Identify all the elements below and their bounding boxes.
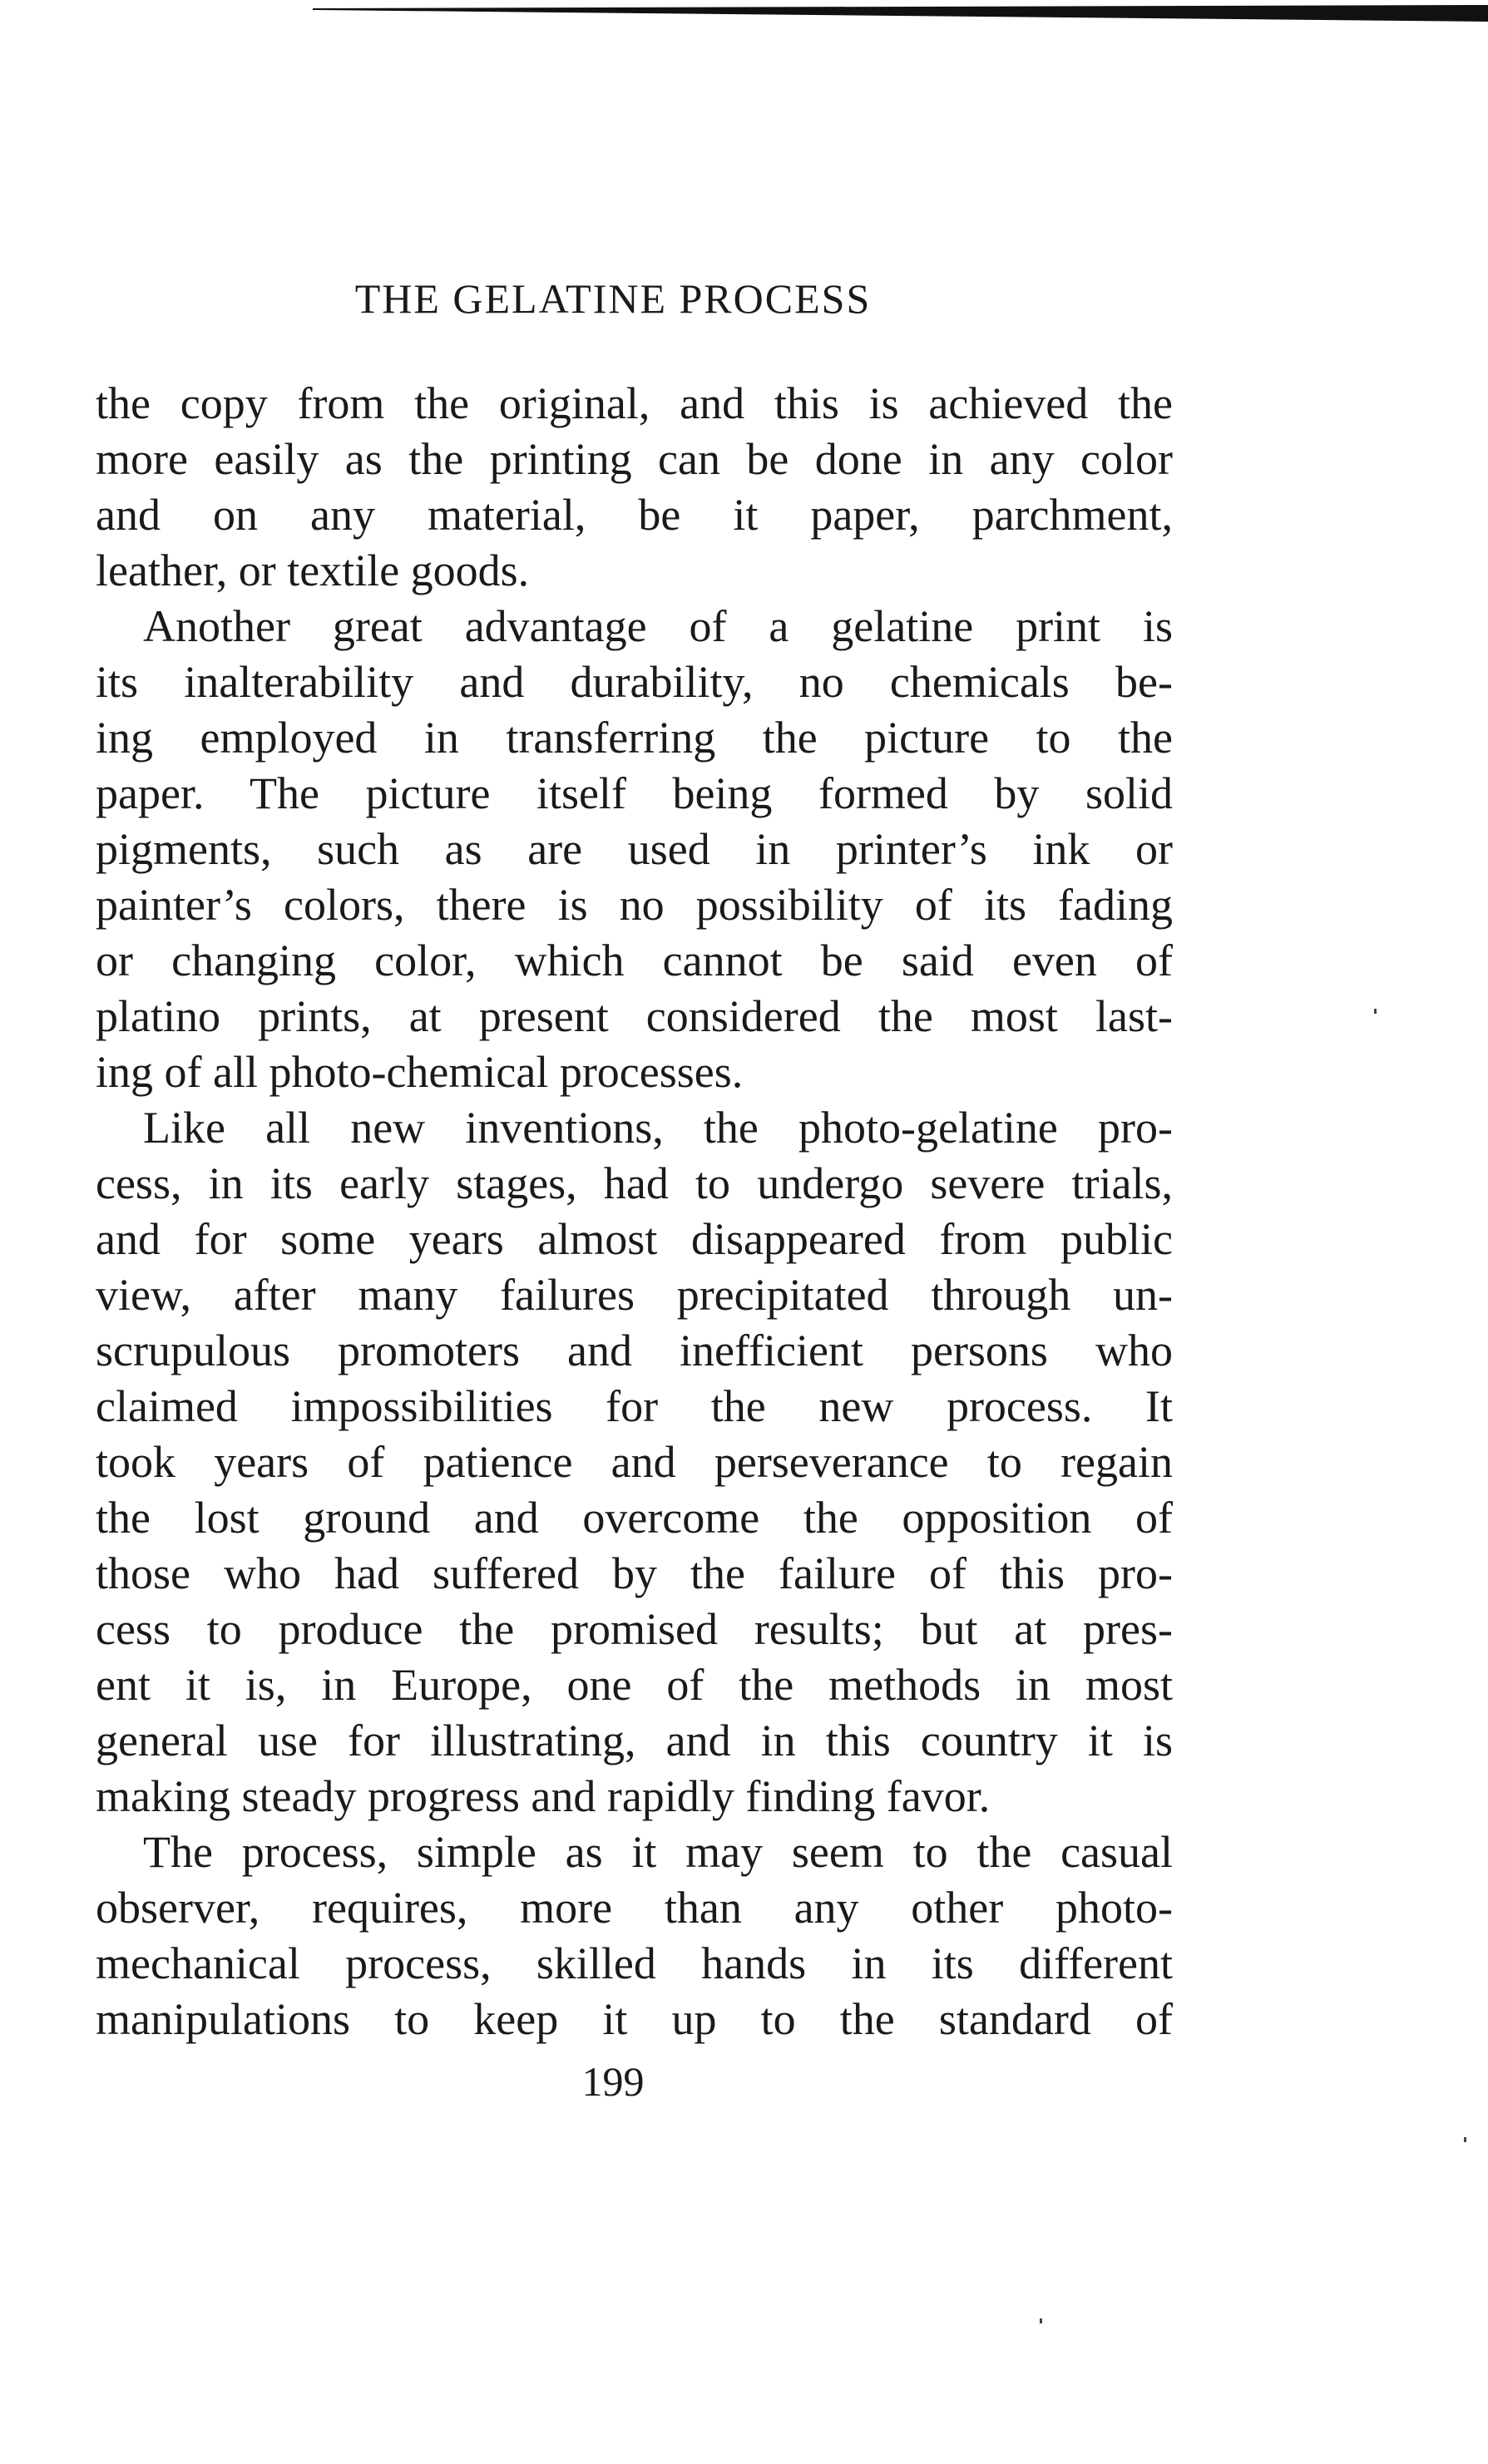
text-line: manipulations to keep it up to the standard of — [96, 1994, 1173, 2044]
text-line: cess, in its early stages, had to undergo severe trials, — [96, 1158, 1173, 1208]
running-header: THE GELATINE PROCESS — [354, 275, 872, 322]
text-line: general use for illustrating, and in this country it is — [96, 1716, 1173, 1765]
text-line: ing of all photo-chemical processes. — [96, 1047, 744, 1097]
text-line: and on any material, be it paper, parchment, — [96, 490, 1173, 540]
text-line: pigments, such as are used in printer’s ink or — [96, 824, 1173, 874]
text-line: ing employed in transferring the picture to the — [96, 713, 1173, 763]
text-line: those who had suffered by the failure of this pro- — [96, 1548, 1173, 1598]
paragraph — [96, 1100, 1173, 1825]
scan-speck — [1040, 2318, 1042, 2323]
text-line: took years of patience and perseverance to regain — [96, 1437, 1173, 1487]
text-line: cess to produce the promised results; but at pres- — [96, 1604, 1173, 1654]
body-text — [96, 376, 1173, 2047]
text-line: the copy from the original, and this is achieved the — [96, 378, 1173, 428]
text-line: making steady progress and rapidly finding favor. — [96, 1771, 991, 1821]
text-line: or changing color, which cannot be said even of — [96, 936, 1173, 985]
text-line: paper. The picture itself being formed by solid — [96, 768, 1173, 818]
paragraph — [96, 376, 1173, 599]
text-line: Another great advantage of a gelatine print is — [143, 601, 1173, 651]
scan-speck — [1464, 2137, 1466, 2142]
top-edge-rule — [313, 5, 1488, 22]
text-line: ent it is, in Europe, one of the methods in most — [96, 1660, 1173, 1710]
text-line: scrupulous promoters and inefficient persons who — [96, 1326, 1173, 1375]
paragraph — [96, 1825, 1173, 2047]
text-line: The process, simple as it may seem to the casual — [143, 1827, 1173, 1877]
text-line: the lost ground and overcome the opposition of — [96, 1493, 1173, 1543]
text-line: Like all new inventions, the photo-gelatine pro- — [143, 1103, 1173, 1153]
paragraph — [96, 599, 1173, 1100]
text-line: and for some years almost disappeared from public — [96, 1214, 1173, 1264]
text-line: claimed impossibilities for the new process. It — [96, 1381, 1173, 1431]
text-line: leather, or textile goods. — [96, 546, 530, 595]
text-line: platino prints, at present considered the most last- — [96, 991, 1173, 1041]
text-line: mechanical process, skilled hands in its different — [96, 1938, 1173, 1988]
text-line: painter’s colors, there is no possibility of its fading — [96, 880, 1173, 930]
text-line: view, after many failures precipitated through un- — [96, 1270, 1173, 1320]
text-line: more easily as the printing can be done in any color — [96, 434, 1173, 484]
text-line: observer, requires, more than any other photo- — [96, 1883, 1173, 1933]
scan-speck — [1374, 1009, 1377, 1014]
text-line: its inalterability and durability, no chemicals be- — [96, 657, 1173, 707]
page-number: 199 — [581, 2058, 645, 2105]
